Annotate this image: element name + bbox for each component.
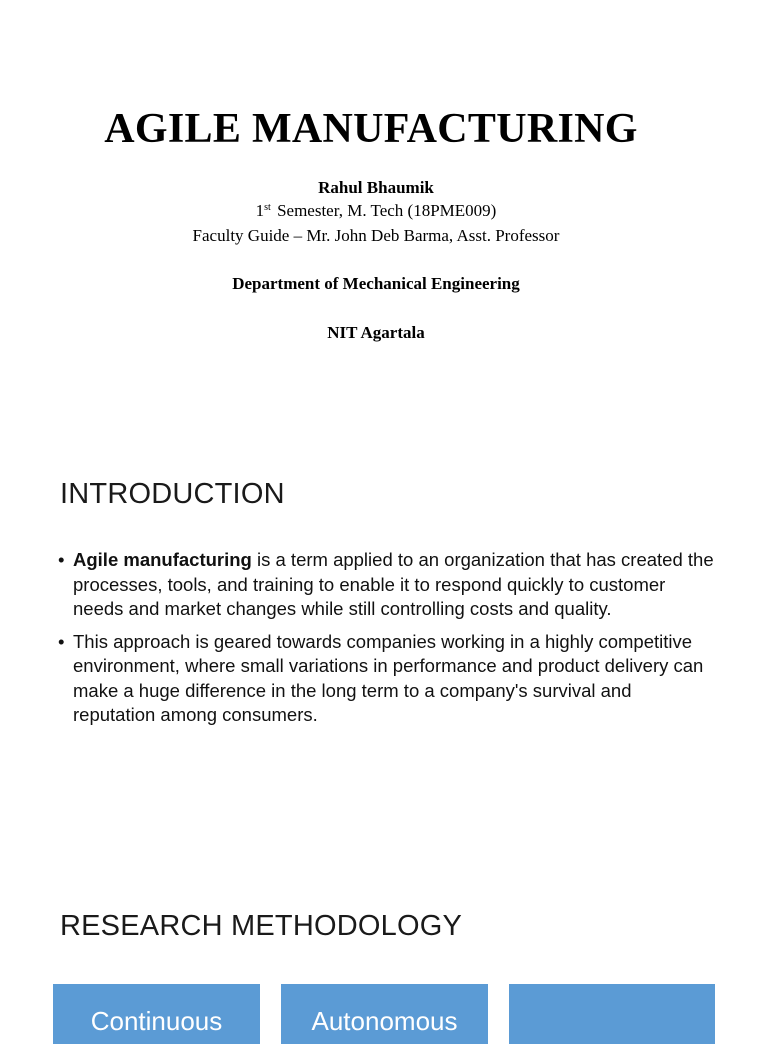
research-heading: RESEARCH METHODOLOGY xyxy=(60,910,462,942)
title-slide xyxy=(0,0,768,430)
slide-title: AGILE MANUFACTURING xyxy=(104,106,638,152)
bullet-item xyxy=(58,630,718,728)
semester-line xyxy=(0,201,752,221)
semester-suffix: st xyxy=(264,202,271,213)
box-label: Autonomous xyxy=(311,1006,458,1036)
box-label: Continuous xyxy=(90,1006,223,1036)
methodology-box-autonomous xyxy=(281,984,488,1044)
institute: NIT Agartala xyxy=(327,323,425,342)
faculty-guide: Faculty Guide – Mr. John Deb Barma, Asst. Professor xyxy=(192,226,560,245)
intro-heading: INTRODUCTION xyxy=(60,478,285,510)
bullet-bold-term: Agile manufacturing xyxy=(73,549,252,570)
methodology-box-third xyxy=(509,984,715,1044)
department: Department of Mechanical Engineering xyxy=(232,274,520,293)
semester-ordinal: 1 xyxy=(255,201,265,220)
author-name: Rahul Bhaumik xyxy=(318,178,434,197)
intro-bullet-list xyxy=(58,548,718,736)
semester-rest: Semester, M. Tech (18PME009) xyxy=(272,201,497,220)
bullet-text: is a term applied to an organization that has created the processes, tools, and training to enable it to respond quickly to customer needs and market changes while still controlling costs and quality. xyxy=(73,549,714,619)
methodology-box-continuous xyxy=(53,984,260,1044)
bullet-text: This approach is geared towards companies working in a highly competitive environment, where small variations in performance and product delivery can make a huge difference in the long term to a company's survival and reputation among consumers. xyxy=(73,630,704,725)
bullet-item xyxy=(58,548,718,622)
